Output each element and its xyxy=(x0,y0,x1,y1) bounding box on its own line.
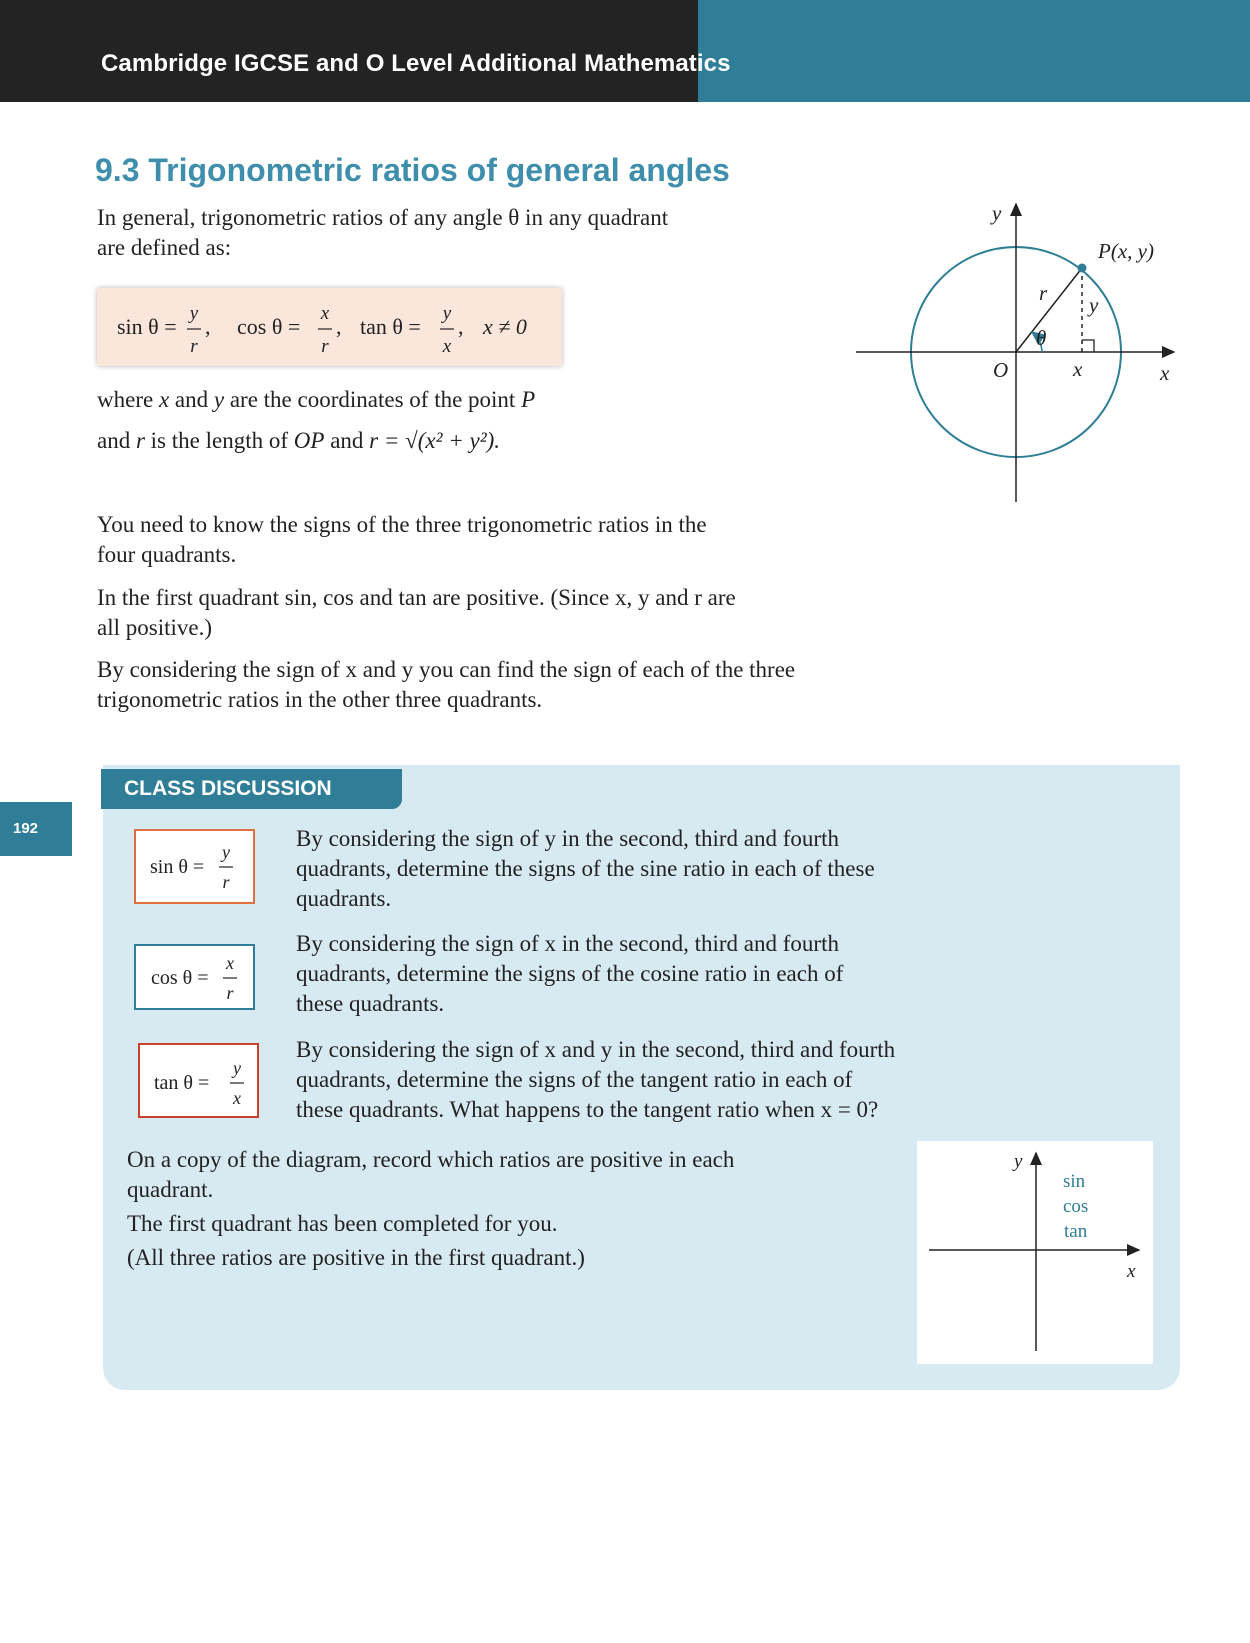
def-text: and xyxy=(169,387,214,412)
class-discussion-label: CLASS DISCUSSION xyxy=(101,769,402,809)
task-line-1: On a copy of the diagram, record which ratios are positive in each xyxy=(127,1147,735,1172)
origin-label: O xyxy=(993,358,1009,382)
sin-lhs: sin θ = xyxy=(117,314,177,339)
definition-line-2 xyxy=(97,426,500,456)
def-text: are the coordinates of the point xyxy=(224,387,522,412)
def-text: and xyxy=(324,428,370,453)
cos-box-denominator: r xyxy=(226,983,234,1003)
sin-ratio-box xyxy=(134,829,255,904)
sin-box-lhs: sin θ = xyxy=(150,856,205,878)
radius-label: r xyxy=(1039,281,1048,305)
cos-question-line-2: quadrants, determine the signs of the cosine ratio in each of xyxy=(296,961,844,986)
var-x: x xyxy=(158,387,170,412)
tan-box-denominator: x xyxy=(233,1088,241,1108)
sin-question-line-1: By considering the sign of y in the second, third and fourth xyxy=(296,826,839,851)
cos-ratio-box xyxy=(134,944,255,1010)
unit-circle-diagram xyxy=(854,196,1184,506)
cos-comma: , xyxy=(336,314,342,339)
intro-line-1: In general, trigonometric ratios of any angle θ in any quadrant xyxy=(97,205,669,230)
quadrant-diagram xyxy=(917,1141,1153,1364)
paragraph-1-line-2: four quadrants. xyxy=(97,542,237,567)
paragraph-3-line-2: trigonometric ratios in the other three quadrants. xyxy=(97,687,543,712)
page-number: 192 xyxy=(0,802,72,856)
formula-box xyxy=(97,288,562,366)
book-title: Cambridge IGCSE and O Level Additional Mathematics xyxy=(101,50,731,77)
horizontal-label: x xyxy=(1073,357,1083,381)
sin-numerator: y xyxy=(189,303,199,324)
task-line-4: (All three ratios are positive in the first quadrant.) xyxy=(127,1245,585,1270)
tan-question-line-2: quadrants, determine the signs of the tangent ratio in each of xyxy=(296,1067,853,1092)
sin-box-denominator: r xyxy=(222,872,230,892)
x-axis-label: x xyxy=(1160,361,1170,385)
def-text: is the length of xyxy=(144,428,294,453)
sin-ratio-svg xyxy=(136,831,253,902)
tan-condition: x ≠ 0 xyxy=(483,314,527,339)
sin-comma: , xyxy=(205,314,211,339)
radius-line xyxy=(1016,268,1082,352)
definition-line-1 xyxy=(97,385,535,415)
y-axis-label: y xyxy=(992,201,1002,225)
sin-box-numerator: y xyxy=(222,842,230,862)
point-p xyxy=(1078,264,1087,273)
paragraph-3-line-1: By considering the sign of x and y you can find the sign of each of the three xyxy=(97,657,796,682)
sin-question-line-3: quadrants. xyxy=(296,886,392,911)
tan-numerator: y xyxy=(442,303,452,324)
right-angle-marker xyxy=(1082,340,1094,352)
point-label: P(x, y) xyxy=(1098,239,1154,263)
sin-denominator: r xyxy=(190,336,198,357)
tan-comma: , xyxy=(458,314,464,339)
def-text: where xyxy=(97,387,159,412)
quadrant-1-tan: tan xyxy=(1064,1221,1088,1242)
tan-denominator: x xyxy=(442,336,452,357)
cos-box-lhs: cos θ = xyxy=(151,967,209,989)
cos-question-line-1: By considering the sign of x in the second, third and fourth xyxy=(296,931,839,956)
cos-lhs: cos θ = xyxy=(237,314,301,339)
quadrant-x-label: x xyxy=(1127,1261,1136,1282)
formula-svg xyxy=(97,288,562,366)
paragraph-1-line-1: You need to know the signs of the three trigonometric ratios in the xyxy=(97,512,707,537)
def-text: and xyxy=(97,428,136,453)
tan-box-lhs: tan θ = xyxy=(154,1072,210,1094)
cos-ratio-svg xyxy=(136,946,253,1008)
intro-line-2: are defined as: xyxy=(97,235,232,260)
var-p: P xyxy=(521,387,536,412)
quadrant-y-label: y xyxy=(1014,1151,1023,1172)
page-header xyxy=(0,0,1250,102)
task-line-3: The first quadrant has been completed for you. xyxy=(127,1211,558,1236)
paragraph-2-line-2: all positive.) xyxy=(97,615,212,640)
tan-question-line-3: these quadrants. What happens to the tangent ratio when x = 0? xyxy=(296,1097,879,1122)
tan-lhs: tan θ = xyxy=(360,314,421,339)
var-y: y xyxy=(213,387,225,412)
tan-ratio-svg xyxy=(140,1045,257,1116)
section-heading: 9.3 Trigonometric ratios of general angles xyxy=(95,152,730,188)
angle-label: θ xyxy=(1036,326,1047,350)
cos-question-line-3: these quadrants. xyxy=(296,991,445,1016)
var-r: r xyxy=(135,428,145,453)
sin-question-line-2: quadrants, determine the signs of the sine ratio in each of these xyxy=(296,856,875,881)
task-line-2: quadrant. xyxy=(127,1177,214,1202)
var-op: OP xyxy=(293,428,325,453)
cos-denominator: r xyxy=(321,336,329,357)
tan-box-numerator: y xyxy=(233,1058,241,1078)
vertical-label: y xyxy=(1089,293,1099,317)
cos-box-numerator: x xyxy=(226,953,234,973)
tan-question-line-1: By considering the sign of x and y in the second, third and fourth xyxy=(296,1037,896,1062)
quadrant-1-cos: cos xyxy=(1063,1196,1089,1217)
r-equation: r = √(x² + y²). xyxy=(369,428,501,453)
header-teal-band xyxy=(698,0,1250,102)
quadrant-1-sin: sin xyxy=(1063,1171,1086,1192)
tan-ratio-box xyxy=(138,1043,259,1118)
quadrant-svg xyxy=(917,1141,1153,1364)
cos-numerator: x xyxy=(320,303,330,324)
paragraph-2-line-1: In the first quadrant sin, cos and tan are positive. (Since x, y and r are xyxy=(97,585,736,610)
